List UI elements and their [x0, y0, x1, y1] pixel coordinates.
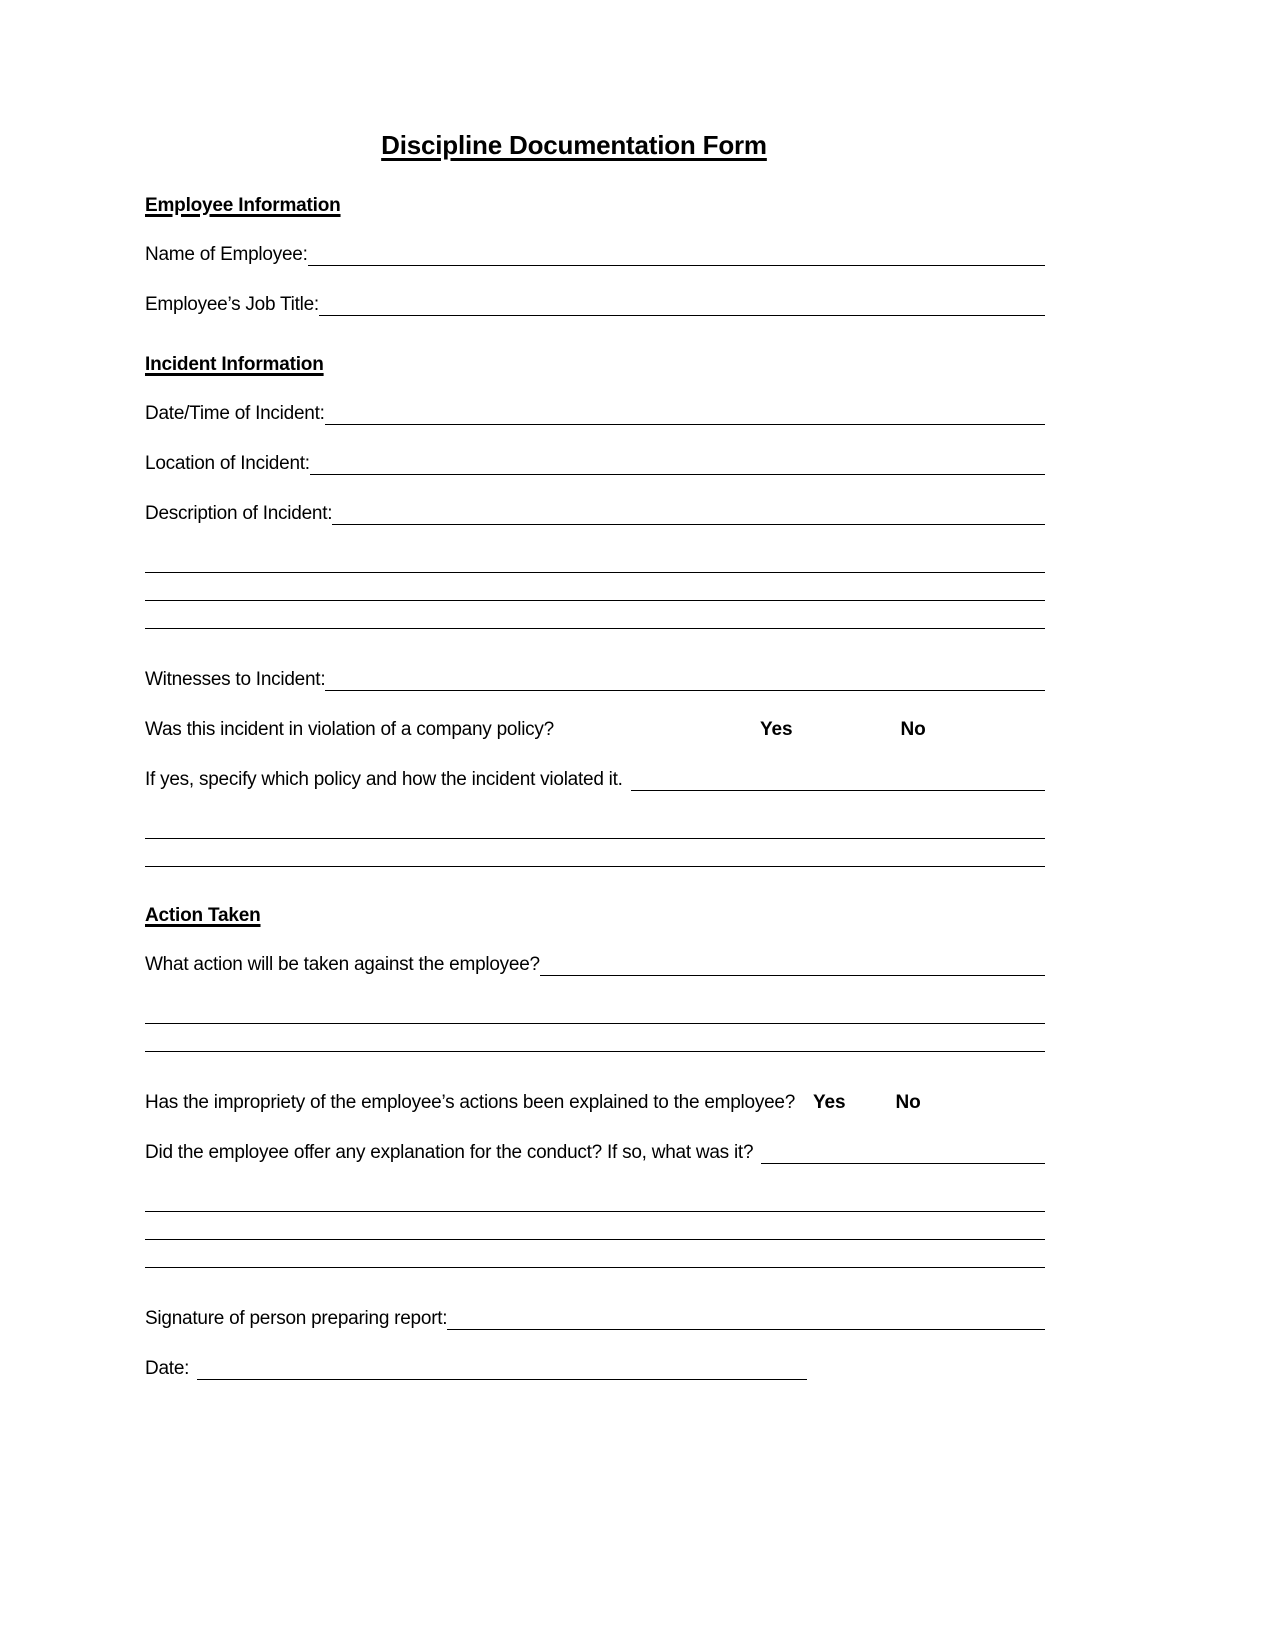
field-label-name-of-employee: Name of Employee: — [145, 244, 308, 265]
question-label-employee-explanation: Did the employee offer any explanation for the conduct? If so, what was it? — [145, 1142, 754, 1163]
question-row-employee-explanation — [145, 1142, 1045, 1164]
field-input-date[interactable] — [197, 1362, 807, 1380]
field-label-description-of-incident: Description of Incident: — [145, 503, 333, 524]
field-input-policy-followup[interactable] — [631, 773, 1045, 791]
continuation-line[interactable] — [145, 573, 1045, 601]
field-row-name-of-employee — [145, 244, 1045, 266]
document-body — [145, 130, 1045, 1408]
answer-option-policy-violation-no[interactable]: No — [900, 719, 926, 740]
answer-option-policy-violation-yes[interactable]: Yes — [759, 719, 793, 740]
field-row-location-of-incident — [145, 453, 1045, 475]
question-row-impropriety-explained — [145, 1092, 1045, 1114]
continuation-line[interactable] — [145, 601, 1045, 629]
continuation-line[interactable] — [145, 1212, 1045, 1240]
answer-option-impropriety-explained-no[interactable]: No — [895, 1092, 921, 1113]
field-row-date-time-of-incident — [145, 403, 1045, 425]
field-input-employee-explanation[interactable] — [761, 1146, 1045, 1164]
field-row-signature — [145, 1308, 1045, 1330]
field-input-action-to-be-taken[interactable] — [540, 958, 1045, 976]
section-heading-incident-information: Incident Information — [145, 354, 324, 375]
field-label-location-of-incident: Location of Incident: — [145, 453, 310, 474]
continuation-line[interactable] — [145, 1184, 1045, 1212]
field-label-job-title: Employee’s Job Title: — [145, 294, 319, 315]
continuation-line[interactable] — [145, 1024, 1045, 1052]
field-label-date: Date: — [145, 1358, 190, 1379]
page-title: Discipline Documentation Form — [381, 130, 767, 160]
field-row-date — [145, 1358, 1045, 1380]
field-row-job-title — [145, 294, 1045, 316]
field-label-witnesses-to-incident: Witnesses to Incident: — [145, 669, 326, 690]
field-row-witnesses-to-incident — [145, 669, 1045, 691]
section-heading-action-taken: Action Taken — [145, 905, 261, 926]
continuation-lines-action-to-be-taken — [145, 996, 1045, 1052]
field-row-description-of-incident — [145, 503, 1045, 525]
continuation-line[interactable] — [145, 545, 1045, 573]
field-input-date-time-of-incident[interactable] — [325, 407, 1045, 425]
spacer — [145, 657, 1045, 669]
field-input-witnesses-to-incident[interactable] — [325, 673, 1045, 691]
question-label-impropriety-explained: Has the impropriety of the employee’s actions been explained to the employee? — [145, 1092, 796, 1113]
field-input-signature[interactable] — [447, 1312, 1045, 1330]
field-input-location-of-incident[interactable] — [310, 457, 1045, 475]
continuation-line[interactable] — [145, 839, 1045, 867]
spacer — [145, 1296, 1045, 1308]
field-label-signature: Signature of person preparing report: — [145, 1308, 448, 1329]
field-row-policy-followup — [145, 769, 1045, 791]
continuation-lines-description-of-incident — [145, 545, 1045, 629]
field-label-policy-followup: If yes, specify which policy and how the incident violated it. — [145, 769, 623, 790]
field-input-name-of-employee[interactable] — [308, 248, 1045, 266]
field-input-job-title[interactable] — [319, 298, 1045, 316]
question-label-action-to-be-taken: What action will be taken against the employee? — [145, 954, 540, 975]
field-input-description-of-incident[interactable] — [332, 507, 1045, 525]
answer-option-impropriety-explained-yes[interactable]: Yes — [813, 1092, 846, 1113]
continuation-line[interactable] — [145, 811, 1045, 839]
continuation-lines-employee-explanation — [145, 1184, 1045, 1268]
section-heading-employee-information: Employee Information — [145, 195, 341, 216]
continuation-line[interactable] — [145, 1240, 1045, 1268]
field-label-date-time-of-incident: Date/Time of Incident: — [145, 403, 325, 424]
continuation-line[interactable] — [145, 996, 1045, 1024]
spacer — [145, 1080, 1045, 1092]
question-row-policy-violation — [145, 719, 1045, 741]
continuation-lines-policy-followup — [145, 811, 1045, 867]
question-row-action-to-be-taken — [145, 954, 1045, 976]
question-label-policy-violation: Was this incident in violation of a company policy? — [145, 719, 554, 740]
